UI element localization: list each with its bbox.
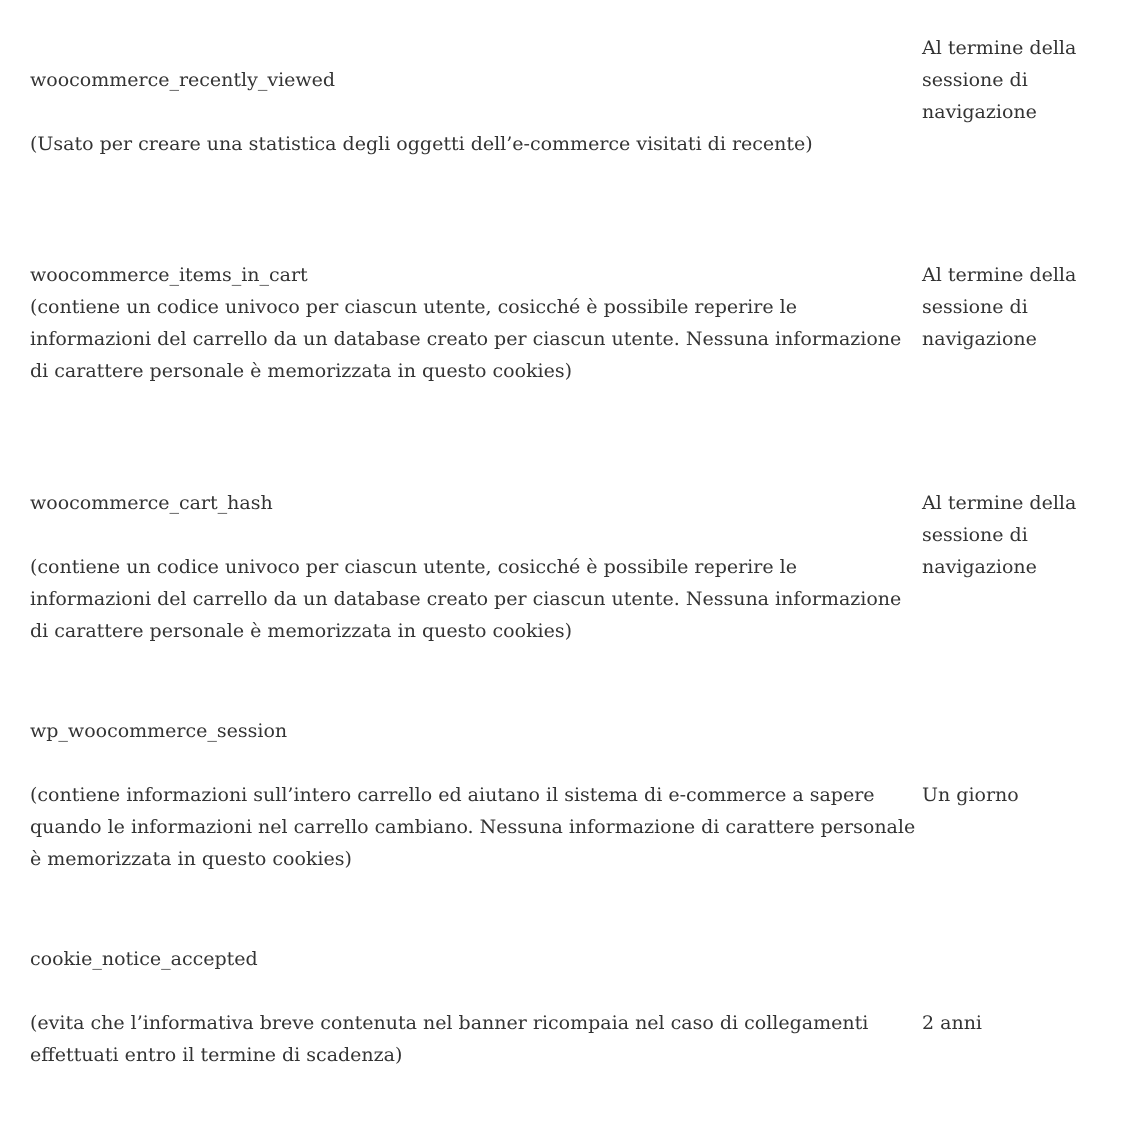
cookie-table <box>30 32 1110 1137</box>
cookie-info-cell <box>30 225 922 453</box>
cookie-info-cell <box>30 909 922 1137</box>
cookie-duration: Al termine della sessione di navigazione <box>922 264 1077 350</box>
cookie-name: woocommerce_cart_hash <box>30 492 273 514</box>
cookie-duration: 2 anni <box>922 1012 983 1034</box>
cookie-info-cell <box>30 453 922 681</box>
cookie-duration: Un giorno <box>922 784 1019 806</box>
table-row <box>30 909 1110 1137</box>
cookie-description: (evita che l’informativa breve contenuta nel banner ricompaia nel caso di collegamenti effettuati entro il termine di scadenza) <box>30 1012 869 1066</box>
cookie-description: (contiene un codice univoco per ciascun utente, cosicché è possibile reperire le informazioni del carrello da un database creato per ciascun utente. Nessuna informazione di carattere personale è memorizzata in questo cookies) <box>30 556 902 642</box>
cookie-description: (Usato per creare una statistica degli oggetti dell’e-commerce visitati di recente) <box>30 133 813 155</box>
cookie-name: wp_woocommerce_session <box>30 720 288 742</box>
table-row <box>30 32 1110 225</box>
table-row <box>30 453 1110 681</box>
cookie-description: (contiene un codice univoco per ciascun utente, cosicché è possibile reperire le informazioni del carrello da un database creato per ciascun utente. Nessuna informazione di carattere personale è memorizzata in questo cookies) <box>30 296 902 382</box>
cookie-info-cell <box>30 681 922 909</box>
table-row <box>30 225 1110 453</box>
cookie-duration: Al termine della sessione di navigazione <box>922 37 1077 123</box>
cookie-name: woocommerce_items_in_cart <box>30 264 308 286</box>
cookie-name: cookie_notice_accepted <box>30 948 258 970</box>
cookie-description: (contiene informazioni sull’intero carrello ed aiutano il sistema di e-commerce a sapere quando le informazioni nel carrello cambiano. Nessuna informazione di carattere personale è memorizzata in questo cookies) <box>30 784 916 870</box>
table-row <box>30 681 1110 909</box>
cookie-duration: Al termine della sessione di navigazione <box>922 492 1077 578</box>
cookie-info-cell <box>30 32 922 225</box>
cookie-name: woocommerce_recently_viewed <box>30 69 336 91</box>
